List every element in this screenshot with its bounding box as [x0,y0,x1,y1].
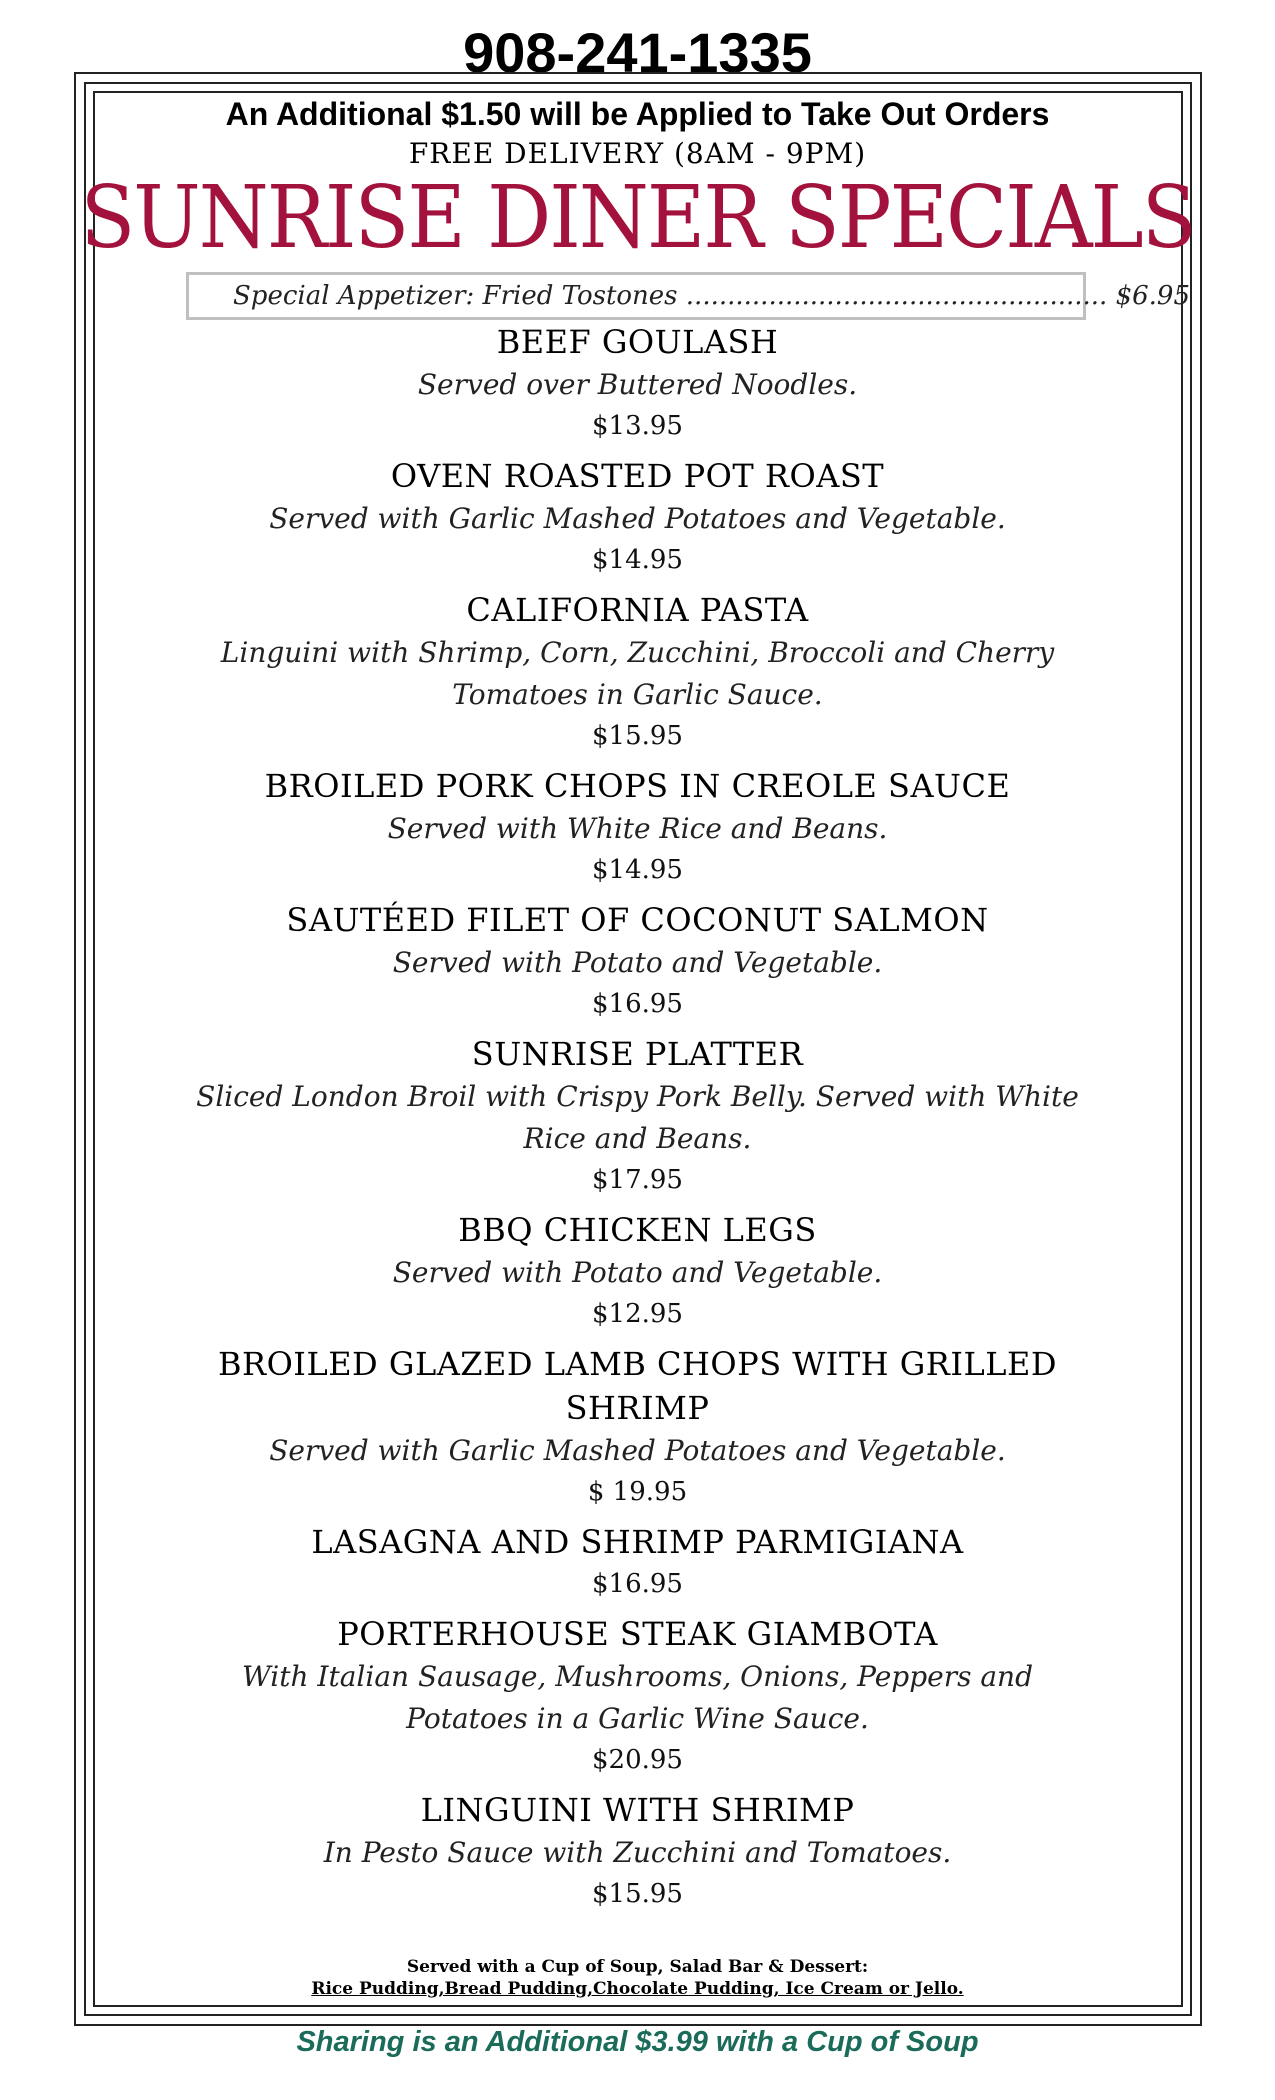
item-description: Sliced London Broil with Crispy Pork Belly. Served with White Rice and Beans. [196,1080,1079,1155]
menu-item [180,588,1095,756]
menu-item [180,454,1095,580]
menu-item [180,1520,1095,1604]
item-description: Served with Garlic Mashed Potatoes and Vegetable. [269,502,1006,535]
item-price: $ 19.95 [587,1477,688,1507]
item-name: BROILED PORK CHOPS IN CREOLE SAUCE [264,767,1011,805]
appetizer-leader-dots: ................................................... [685,281,1108,311]
dessert-options-line: Rice Pudding,Bread Pudding,Chocolate Pudding, Ice Cream or Jello. [311,1979,964,1999]
item-description: Served with White Rice and Beans. [387,812,888,845]
item-name: PORTERHOUSE STEAK GIAMBOTA [337,1615,938,1653]
specials-list [180,320,1095,1922]
item-price: $16.95 [592,989,683,1019]
item-description: With Italian Sausage, Mushrooms, Onions, Peppers and Potatoes in a Garlic Wine Sauce. [241,1660,1034,1735]
item-price: $14.95 [592,855,683,885]
menu-item [180,1342,1095,1512]
item-description: Served with Potato and Vegetable. [392,1256,883,1289]
item-name: BBQ CHICKEN LEGS [458,1211,817,1249]
menu-item [180,764,1095,890]
included-sides-note [0,1956,1275,2000]
item-name: SUNRISE PLATTER [471,1035,804,1073]
item-price: $17.95 [592,1165,683,1195]
phone-number: 908-241-1335 [463,21,812,84]
menu-item [180,1208,1095,1334]
special-appetizer-box [186,272,1190,320]
item-price: $12.95 [592,1299,683,1329]
item-price: $15.95 [592,1879,683,1909]
delivery-note: FREE DELIVERY (8AM - 9PM) [408,137,867,170]
item-name: OVEN ROASTED POT ROAST [390,457,885,495]
menu-item [180,1612,1095,1780]
item-name: BEEF GOULASH [496,323,779,361]
menu-item [180,1788,1095,1914]
appetizer-price: $6.95 [1115,281,1190,311]
served-with-line: Served with a Cup of Soup, Salad Bar & Dessert: [406,1957,869,1977]
item-name: CALIFORNIA PASTA [466,591,809,629]
item-description: Served with Potato and Vegetable. [392,946,883,979]
item-price: $20.95 [592,1745,683,1775]
appetizer-label: Special Appetizer: Fried Tostones [233,281,678,311]
takeout-note: An Additional $1.50 will be Applied to Take Out Orders [225,96,1050,132]
item-name: SAUTÉED FILET OF COCONUT SALMON [286,901,989,939]
item-price: $13.95 [592,411,683,441]
item-price: $15.95 [592,721,683,751]
item-price: $16.95 [592,1569,683,1599]
menu-item [180,1032,1095,1200]
menu-item [180,320,1095,446]
item-price: $14.95 [592,545,683,575]
item-description: Served with Garlic Mashed Potatoes and Vegetable. [269,1434,1006,1467]
item-description: Linguini with Shrimp, Corn, Zucchini, Broccoli and Cherry Tomatoes in Garlic Sauce. [220,636,1055,711]
menu-item [180,898,1095,1024]
item-description: Served over Buttered Noodles. [417,368,858,401]
item-description: In Pesto Sauce with Zucchini and Tomatoes. [323,1836,952,1869]
sharing-note: Sharing is an Additional $3.99 with a Cup of Soup [296,2026,979,2058]
item-name: BROILED GLAZED LAMB CHOPS WITH GRILLED SHRIMP [217,1345,1058,1427]
item-name: LASAGNA AND SHRIMP PARMIGIANA [311,1523,964,1561]
item-name: LINGUINI WITH SHRIMP [420,1791,855,1829]
menu-title: SUNRISE DINER SPECIALS [80,167,1195,268]
